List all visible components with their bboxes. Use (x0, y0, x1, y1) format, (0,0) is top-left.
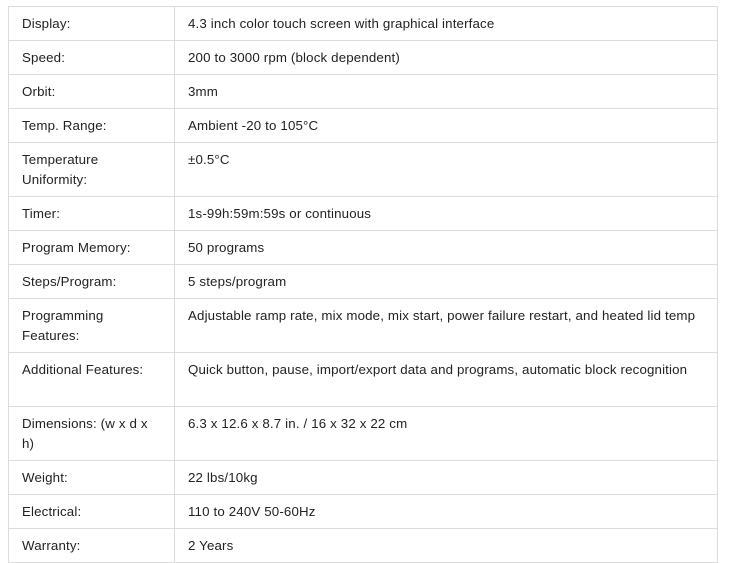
spec-row-temperature-uniformity (9, 143, 718, 197)
spec-row-electrical (9, 495, 718, 529)
spec-row-temp-range (9, 109, 718, 143)
spec-value: 5 steps/program (175, 265, 718, 299)
spec-row-display (9, 7, 718, 41)
spec-value: ±0.5°C (175, 143, 718, 197)
spec-row-programming-features (9, 299, 718, 353)
spec-row-timer (9, 197, 718, 231)
spec-label: Weight: (9, 461, 175, 495)
spec-label: Orbit: (9, 75, 175, 109)
spec-value: Quick button, pause, import/export data and programs, automatic block recognition (175, 353, 718, 407)
spec-row-speed (9, 41, 718, 75)
spec-value: 22 lbs/10kg (175, 461, 718, 495)
spec-value: 4.3 inch color touch screen with graphical interface (175, 7, 718, 41)
spec-label: Warranty: (9, 529, 175, 563)
spec-label: Timer: (9, 197, 175, 231)
spec-value: Ambient -20 to 105°C (175, 109, 718, 143)
spec-row-additional-features (9, 353, 718, 407)
spec-label: Electrical: (9, 495, 175, 529)
spec-row-program-memory (9, 231, 718, 265)
spec-value: 200 to 3000 rpm (block dependent) (175, 41, 718, 75)
spec-label: Program Memory: (9, 231, 175, 265)
spec-value: 3mm (175, 75, 718, 109)
spec-row-orbit (9, 75, 718, 109)
spec-value: Adjustable ramp rate, mix mode, mix start, power failure restart, and heated lid temp (175, 299, 718, 353)
spec-value: 50 programs (175, 231, 718, 265)
specifications-table (8, 6, 718, 563)
spec-label: Display: (9, 7, 175, 41)
spec-value: 110 to 240V 50-60Hz (175, 495, 718, 529)
spec-value: 2 Years (175, 529, 718, 563)
spec-value: 1s-99h:59m:59s or continuous (175, 197, 718, 231)
spec-value: 6.3 x 12.6 x 8.7 in. / 16 x 32 x 22 cm (175, 407, 718, 461)
spec-label: Steps/Program: (9, 265, 175, 299)
spec-label: Dimensions: (w x d x h) (9, 407, 175, 461)
spec-row-weight (9, 461, 718, 495)
spec-label: Programming Features: (9, 299, 175, 353)
spec-label: Additional Features: (9, 353, 175, 407)
spec-label: Temperature Uniformity: (9, 143, 175, 197)
spec-row-dimensions (9, 407, 718, 461)
spec-row-steps-program (9, 265, 718, 299)
spec-label: Temp. Range: (9, 109, 175, 143)
spec-label: Speed: (9, 41, 175, 75)
spec-row-warranty (9, 529, 718, 563)
